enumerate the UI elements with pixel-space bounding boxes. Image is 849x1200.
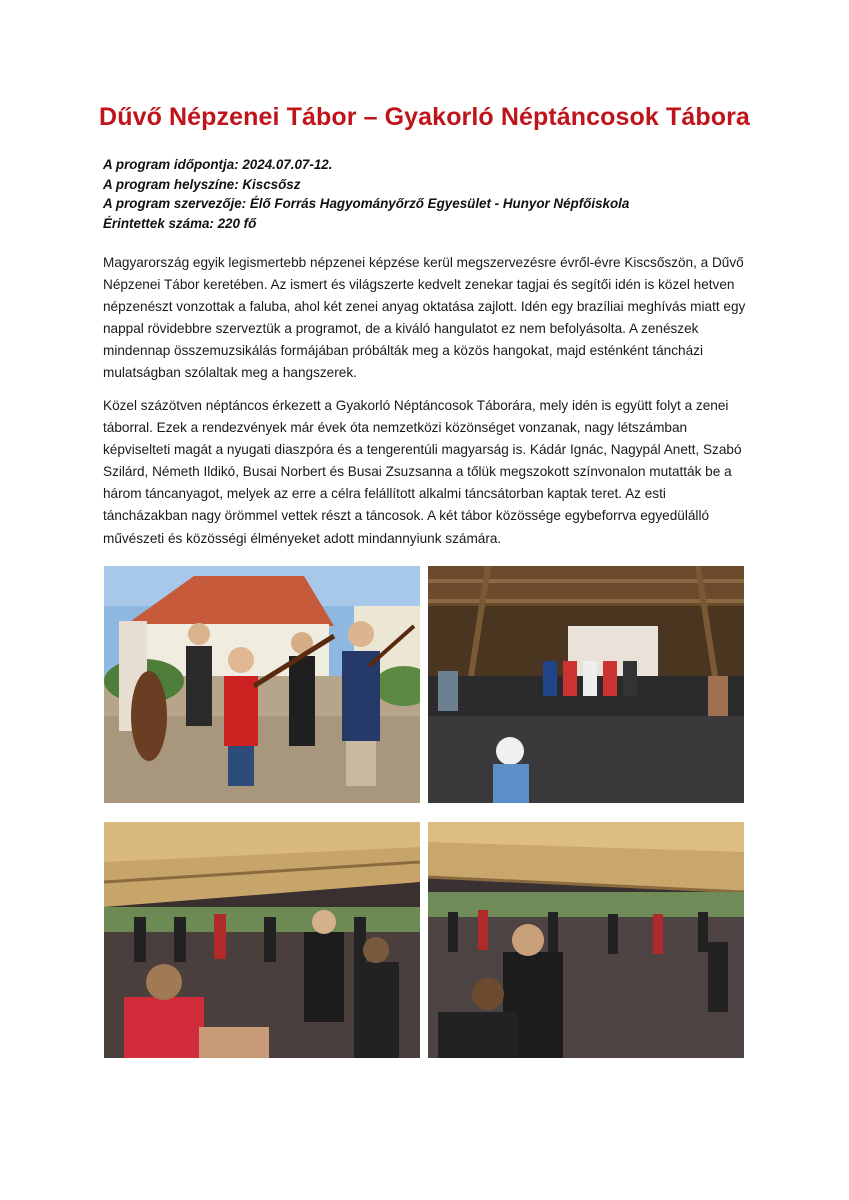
photo-tent-dance-2 xyxy=(428,822,744,1058)
participant-count: Érintettek száma: 220 fő xyxy=(103,215,257,231)
program-date: A program időpontja: 2024.07.07-12. xyxy=(103,157,333,172)
page-title: Dűvő Népzenei Tábor – Gyakorló Néptáncosok Tábora xyxy=(99,103,750,131)
photo-barn-hall xyxy=(428,566,744,803)
photo-outdoor-musicians xyxy=(104,566,420,803)
photo-tent-dance-1 xyxy=(104,822,420,1058)
paragraph-dance-camp: Közel százötven néptáncos érkezett a Gyakorló Néptáncosok Táborára, mely idén is együtt folyt a zenei táborral. Ezek a rendezvények már évek óta nemzetközi közönséget vonzanak, nagy létszámban képviselteti magát a nyugati diaszpóra és a tengerentúli magyarság is. Kádár Ignác, Nagypál Anett, Szabó Szilárd, Németh Ildikó, Busai Norbert és Busai Zsuzsanna a tőlük megszokott színvonalon mutatták be a három táncanyagot, melyek az erre a célra felállított alkalmi táncsátorban kaptak teret. Az esti táncházakban nagy örömmel vettek részt a táncosok. A két tábor közössége egybeforrva egyedülálló művészeti és közösségi élményeket adott mindannyiunk számára. xyxy=(103,398,742,546)
paragraph-music-camp: Magyarország egyik legismertebb népzenei képzése kerül megszervezésre évről-évre Kiscsőszön, a Dűvő Népzenei Tábor keretében. Az ismert és világszerte kedvelt zenekar tagjai és segítői idén is közel hetven népzenészt vonzottak a faluba, ahol két zenei anyag oktatása zajlott. Idén egy brazíliai meghívás miatt egy nappal rövidebbre szerveztük a programot, de a kiváló hangulatot ez nem befolyásolta. A zenészek mindennap összemuzsikálás formájában próbálták meg a közös hangokat, majd esténként táncházi mulatságban szólaltak meg a hangszerek. xyxy=(103,255,746,381)
program-info xyxy=(103,155,753,233)
program-location: A program helyszíne: Kiscsősz xyxy=(103,176,301,192)
program-organizer: A program szervezője: Élő Forrás Hagyományőrző Egyesület - Hunyor Népfőiskola xyxy=(103,196,630,211)
